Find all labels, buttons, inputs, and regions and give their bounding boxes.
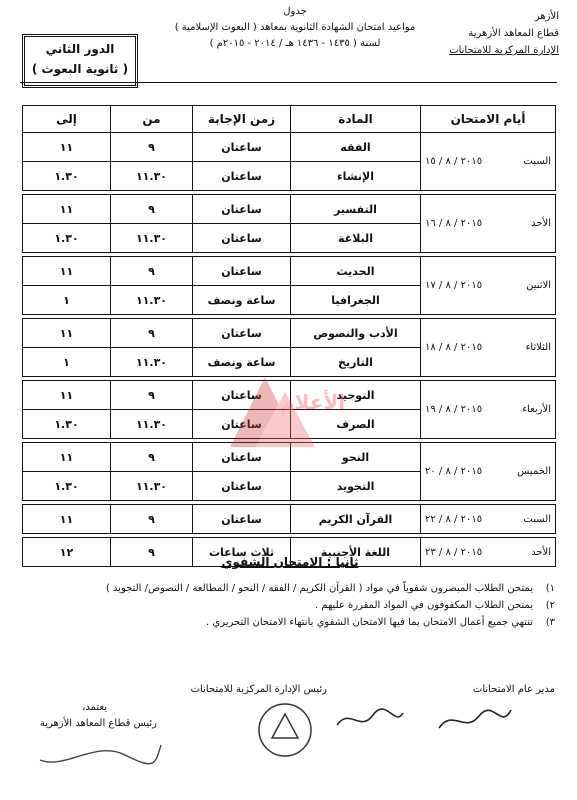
- day-name: الخميس: [517, 466, 551, 477]
- sector-head-title: رئيس قطاع المعاهد الأزهرية: [39, 718, 157, 729]
- duration-cell: ساعتان: [193, 381, 291, 410]
- signature-admin: [335, 705, 405, 735]
- table-row: [23, 319, 556, 348]
- duration-cell: ساعتان: [193, 133, 291, 162]
- round-sublabel: ( ثانوية البعوث ): [31, 62, 129, 76]
- subject-cell: التاريخ: [291, 348, 421, 377]
- round-label: الدور الثاني: [45, 42, 115, 56]
- signature-sector-head: [35, 735, 165, 775]
- end-time-cell: ١: [23, 286, 111, 315]
- day-cell: [421, 381, 556, 439]
- subject-cell: القرآن الكريم: [291, 505, 421, 534]
- start-time-cell: ٩: [111, 505, 193, 534]
- header-line: الإدارة المركزية للامتحانات: [449, 45, 559, 56]
- day-name: الثلاثاء: [525, 342, 551, 353]
- day-name: السبت: [523, 156, 551, 167]
- seal-emblem: [250, 700, 320, 760]
- subject-cell: اللغة الأجنبية: [291, 538, 421, 567]
- day-cell: [421, 538, 556, 567]
- col-header-subject: المادة: [291, 106, 421, 133]
- day-cell: [421, 319, 556, 377]
- header-divider: [20, 82, 557, 83]
- note-item: ٢) يمتحن الطلاب المكفوفون في المواد المقررة عليهم .: [314, 600, 555, 611]
- header-line: الأزهر: [534, 11, 559, 22]
- start-time-cell: ١١.٣٠: [111, 472, 193, 501]
- document-title: [150, 4, 440, 52]
- day-cell: [421, 133, 556, 191]
- approved-label: يعتمد،: [82, 702, 107, 713]
- subject-cell: التجويد: [291, 472, 421, 501]
- duration-cell: ساعتان: [193, 224, 291, 253]
- watermark-logo: [210, 372, 350, 452]
- subject-cell: النحو: [291, 443, 421, 472]
- duration-cell: ساعتان: [193, 257, 291, 286]
- duration-cell: ساعتان: [193, 472, 291, 501]
- subject-cell: الحديث: [291, 257, 421, 286]
- exam-date: ٢٠١٥ / ٨ / ١٩: [425, 404, 483, 415]
- start-time-cell: ٩: [111, 133, 193, 162]
- end-time-cell: ١١: [23, 133, 111, 162]
- title-line: مواعيد امتحان الشهادة الثانوية بمعاهد ( البعوث الإسلامية ): [174, 22, 416, 33]
- header-line: قطاع المعاهد الأزهرية: [468, 28, 559, 39]
- end-time-cell: ١.٣٠: [23, 162, 111, 191]
- notes-list: [15, 580, 555, 631]
- watermark-text: الأعلام: [280, 390, 346, 414]
- end-time-cell: ١١: [23, 257, 111, 286]
- duration-cell: ساعتان: [193, 162, 291, 191]
- day-name: الأحد: [531, 218, 551, 229]
- end-time-cell: ١.٣٠: [23, 472, 111, 501]
- end-time-cell: ١١: [23, 195, 111, 224]
- day-name: الأحد: [531, 546, 551, 558]
- start-time-cell: ٩: [111, 257, 193, 286]
- start-time-cell: ٩: [111, 443, 193, 472]
- start-time-cell: ٩: [111, 381, 193, 410]
- day-cell: [421, 505, 556, 534]
- end-time-cell: ١: [23, 348, 111, 377]
- day-name: الاثنين: [526, 280, 551, 291]
- col-header-from: من: [111, 106, 193, 133]
- exam-date: ٢٠١٥ / ٨ / ١٦: [425, 218, 483, 229]
- duration-cell: ساعة ونصف: [193, 348, 291, 377]
- note-item: ٣) تنتهي جميع أعمال الامتحان بما فيها الامتحان الشفوي بانتهاء الامتحان التحريري .: [206, 617, 555, 628]
- subject-cell: الجغرافيا: [291, 286, 421, 315]
- duration-cell: ساعتان: [193, 443, 291, 472]
- table-row: [23, 505, 556, 534]
- exam-date: ٢٠١٥ / ٨ / ١٧: [425, 280, 483, 291]
- subject-cell: الصرف: [291, 410, 421, 439]
- start-time-cell: ٩: [111, 195, 193, 224]
- subject-cell: التفسير: [291, 195, 421, 224]
- end-time-cell: ١١: [23, 443, 111, 472]
- duration-cell: ساعتان: [193, 505, 291, 534]
- subject-cell: الفقه: [291, 133, 421, 162]
- title-line: لسنة ( ١٤٣٥ - ١٤٣٦ هـ / ٢٠١٤ - ٢٠١٥م ): [209, 38, 381, 49]
- col-header-duration: زمن الإجابة: [193, 106, 291, 133]
- end-time-cell: ١٢: [23, 538, 111, 567]
- signature-director: [435, 704, 515, 738]
- day-name: السبت: [523, 513, 551, 525]
- start-time-cell: ٩: [111, 319, 193, 348]
- end-time-cell: ١.٣٠: [23, 410, 111, 439]
- start-time-cell: ١١.٣٠: [111, 348, 193, 377]
- oral-exam-title: ثانيا : الامتحان الشفوي: [221, 555, 359, 569]
- exam-date: ٢٠١٥ / ٨ / ٢٣: [425, 546, 483, 558]
- exam-date: ٢٠١٥ / ٨ / ١٨: [425, 342, 483, 353]
- duration-cell: ساعتان: [193, 319, 291, 348]
- end-time-cell: ١١: [23, 319, 111, 348]
- duration-cell: ساعتان: [193, 410, 291, 439]
- subject-cell: التوحيد: [291, 381, 421, 410]
- day-name: الأربعاء: [522, 404, 551, 415]
- day-cell: [421, 257, 556, 315]
- start-time-cell: ١١.٣٠: [111, 286, 193, 315]
- exam-schedule-table: [22, 105, 556, 567]
- start-time-cell: ٩: [111, 538, 193, 567]
- table-row: [23, 257, 556, 286]
- duration-cell: ساعة ونصف: [193, 286, 291, 315]
- subject-cell: البلاغة: [291, 224, 421, 253]
- start-time-cell: ١١.٣٠: [111, 224, 193, 253]
- end-time-cell: ١١: [23, 505, 111, 534]
- table-row: [23, 133, 556, 162]
- subject-cell: الإنشاء: [291, 162, 421, 191]
- exam-date: ٢٠١٥ / ٨ / ١٥: [425, 156, 483, 167]
- central-admin-title: رئيس الإدارة المركزية للامتحانات: [190, 684, 327, 695]
- col-header-days: أيام الامتحان: [421, 106, 556, 133]
- duration-cell: ثلاث ساعات: [193, 538, 291, 567]
- director-title: مدير عام الامتحانات: [472, 684, 555, 695]
- end-time-cell: ١.٣٠: [23, 224, 111, 253]
- exam-date: ٢٠١٥ / ٨ / ٢٢: [425, 513, 483, 525]
- start-time-cell: ١١.٣٠: [111, 162, 193, 191]
- col-header-to: إلى: [23, 106, 111, 133]
- day-cell: [421, 443, 556, 501]
- table-row: [23, 195, 556, 224]
- exam-date: ٢٠١٥ / ٨ / ٢٠: [425, 466, 483, 477]
- day-cell: [421, 195, 556, 253]
- duration-cell: ساعتان: [193, 195, 291, 224]
- end-time-cell: ١١: [23, 381, 111, 410]
- subject-cell: الأدب والنصوص: [291, 319, 421, 348]
- start-time-cell: ١١.٣٠: [111, 410, 193, 439]
- table-header-row: [23, 106, 556, 133]
- exam-round-box: [22, 34, 138, 88]
- title-line: جدول: [283, 6, 307, 17]
- note-item: ١) يمتحن الطلاب المبصرون شفوياً في مواد ( القرآن الكريم / الفقه / النحو / المطالعة / النصوص/ التجويد ): [105, 583, 555, 594]
